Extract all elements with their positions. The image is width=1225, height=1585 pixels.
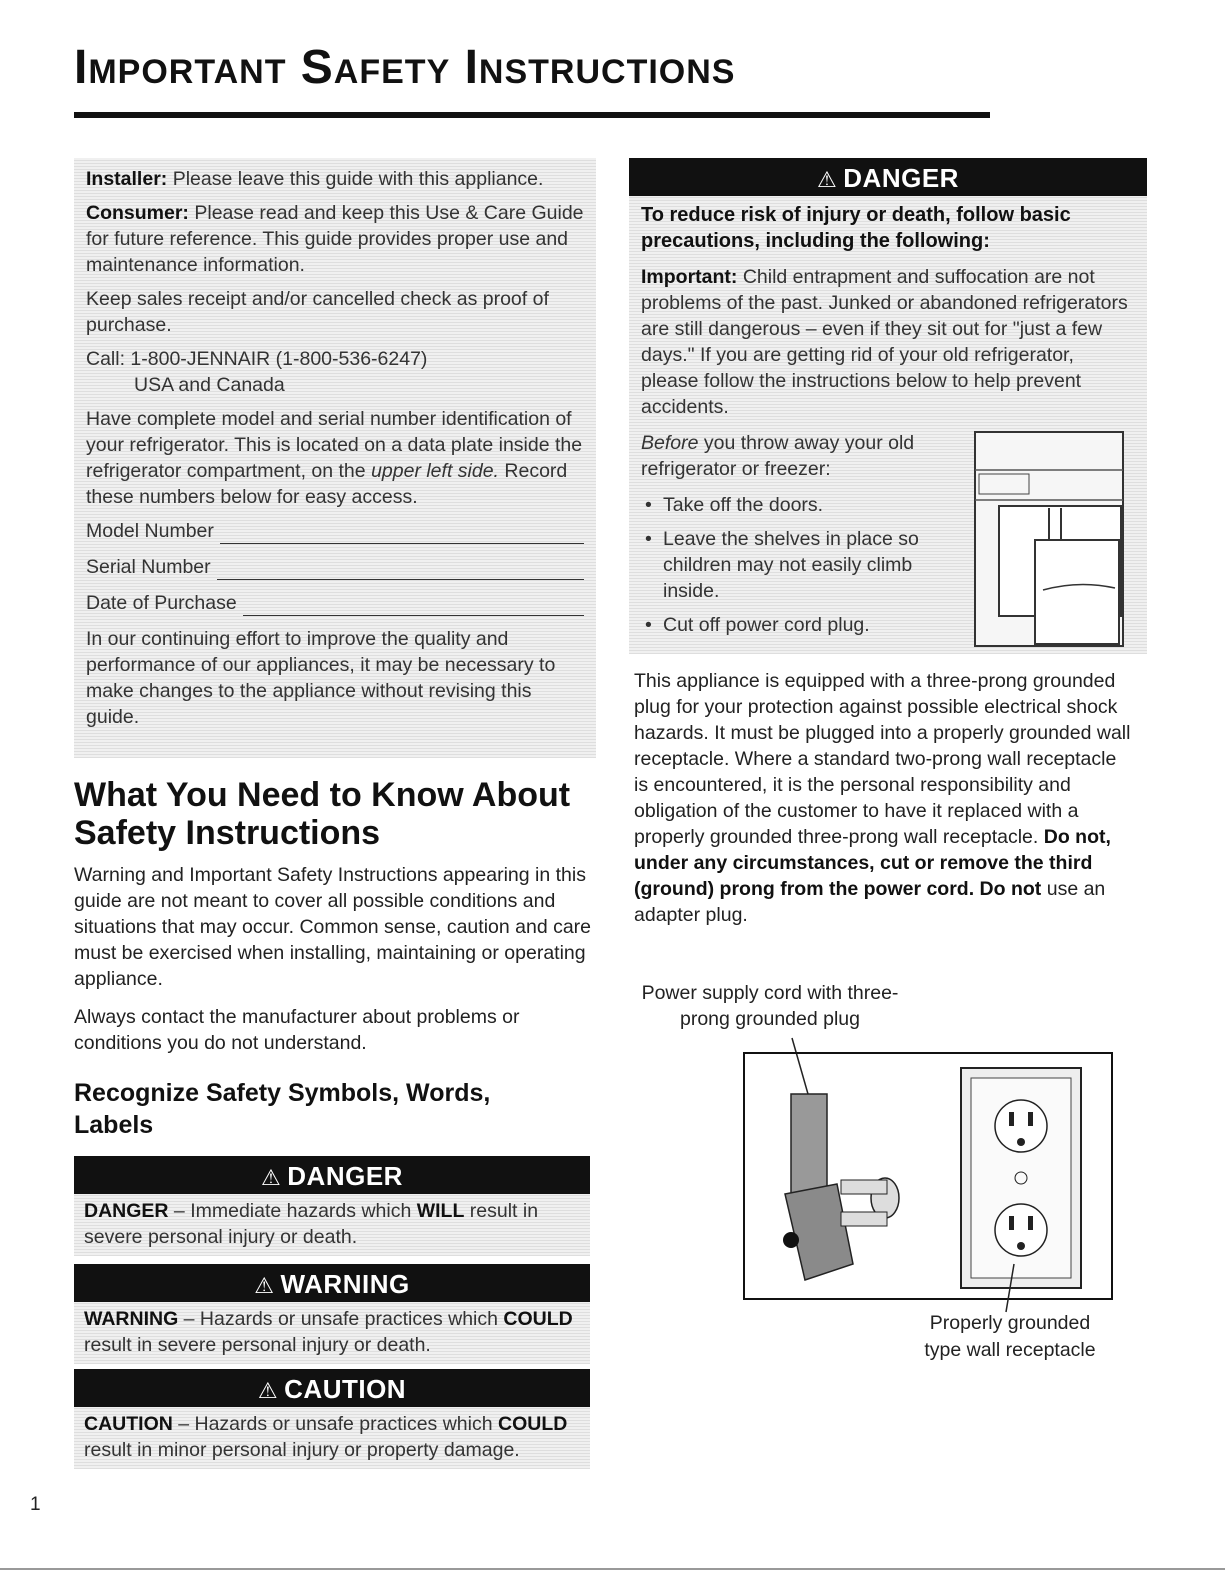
warning-label: [74, 1264, 590, 1364]
refrigerator-illustration: [969, 430, 1127, 648]
know-paragraph-1: Warning and Important Safety Instructions appearing in this guide are not meant to cover all possible conditions and situations that may occur. Common sense, caution and care must be exercised when installing, maintaining or operating appliance.: [74, 864, 592, 990]
warning-triangle-icon: ⚠: [254, 1273, 275, 1298]
disposal-steps: [641, 492, 961, 638]
receptacle-leader-line: [1000, 1262, 1020, 1314]
know-section: [74, 776, 594, 1068]
page-number: 1: [30, 1494, 41, 1515]
know-paragraph-2: Always contact the manufacturer about problems or conditions you do not understand.: [74, 1006, 520, 1054]
danger-box-body: [629, 196, 1147, 654]
warning-description: WARNING – Hazards or unsafe practices which COULD result in severe personal injury or death.: [74, 1302, 590, 1364]
improvement-note: In our continuing effort to improve the quality and performance of our appliances, it may be necessary to make changes to the appliance without revising this guide.: [86, 628, 556, 728]
plug-receptacle-illustration: [745, 1054, 1111, 1298]
grounding-instructions: This appliance is equipped with a three-prong grounded plug for your protection against possible electrical shock hazards. It must be plugged into a properly grounded wall receptacle. Where a standard two-prong wall receptacle is encountered, it is the personal responsibility and obligation of the customer to have it replaced with a properly grounded three-prong wall receptacle. Do not, under any circumstances, cut or remove the third (ground) prong from the power cord. Do not use an adapter plug.: [634, 670, 1131, 926]
receipt-note: Keep sales receipt and/or cancelled check as proof of purchase.: [86, 288, 549, 336]
danger-box-important: Important: Child entrapment and suffocation are not problems of the past. Junked or abandoned refrigerators are still dangerous – even if they sit out for "just a few days." If you are getting rid of your old refrigerator, please follow the instructions below to help prevent accidents.: [641, 266, 1128, 418]
list-item: • Cut off power cord plug.: [641, 612, 961, 638]
purchase-date-field[interactable]: Date of Purchase: [86, 590, 584, 616]
serial-number-field[interactable]: Serial Number: [86, 554, 584, 580]
installer-info-box: [74, 158, 596, 758]
danger-box-header: ⚠ DANGER: [629, 158, 1147, 196]
danger-header: ⚠ DANGER: [74, 1156, 590, 1194]
warning-header: ⚠ WARNING: [74, 1264, 590, 1302]
symbols-section: [74, 1077, 554, 1141]
warning-triangle-icon: ⚠: [257, 1378, 279, 1403]
warning-triangle-icon: ⚠: [817, 167, 838, 192]
call-note: Call: 1-800-JENNAIR (1-800-536-6247): [86, 348, 428, 370]
danger-label: [74, 1156, 590, 1256]
cord-caption: Power supply cord with three-prong grounded plug: [641, 982, 899, 1030]
bottom-rule: [0, 1568, 1225, 1570]
list-item: • Take off the doors.: [641, 492, 961, 518]
receptacle-caption: Properly grounded type wall receptacle: [924, 1312, 1096, 1361]
disposal-intro: Before you throw away your old refrigerator or freezer:: [641, 432, 915, 480]
know-heading: What You Need to Know About Safety Instructions: [74, 776, 571, 852]
warning-triangle-icon: ⚠: [261, 1165, 282, 1190]
call-region: USA and Canada: [134, 374, 285, 396]
disposal-section: [641, 430, 1135, 638]
page-title: Important Safety Instructions: [74, 41, 736, 94]
title-rule: [74, 112, 990, 118]
caution-description: CAUTION – Hazards or unsafe practices which COULD result in minor personal injury or property damage.: [74, 1407, 590, 1469]
danger-box-lead: To reduce risk of injury or death, follow basic precautions, including the following:: [641, 204, 1071, 252]
plug-receptacle-figure: [743, 1052, 1113, 1300]
consumer-note: Consumer: Please read and keep this Use & Care Guide for future reference. This guide provides proper use and maintenance information.: [86, 202, 584, 276]
symbols-heading: Recognize Safety Symbols, Words, Labels: [74, 1079, 491, 1139]
installer-note: Installer: Please leave this guide with this appliance.: [86, 168, 544, 190]
caution-label: [74, 1369, 590, 1469]
model-number-field[interactable]: Model Number: [86, 518, 584, 544]
caution-header: ⚠ CAUTION: [74, 1369, 590, 1407]
model-location-note: Have complete model and serial number identification of your refrigerator. This is located on a data plate inside the refrigerator compartment, on the upper left side. Record these numbers below for easy access.: [86, 408, 583, 508]
list-item: • Leave the shelves in place so children may not easily climb inside.: [641, 526, 961, 604]
danger-box: [629, 158, 1147, 654]
danger-description: DANGER – Immediate hazards which WILL result in severe personal injury or death.: [74, 1194, 590, 1256]
